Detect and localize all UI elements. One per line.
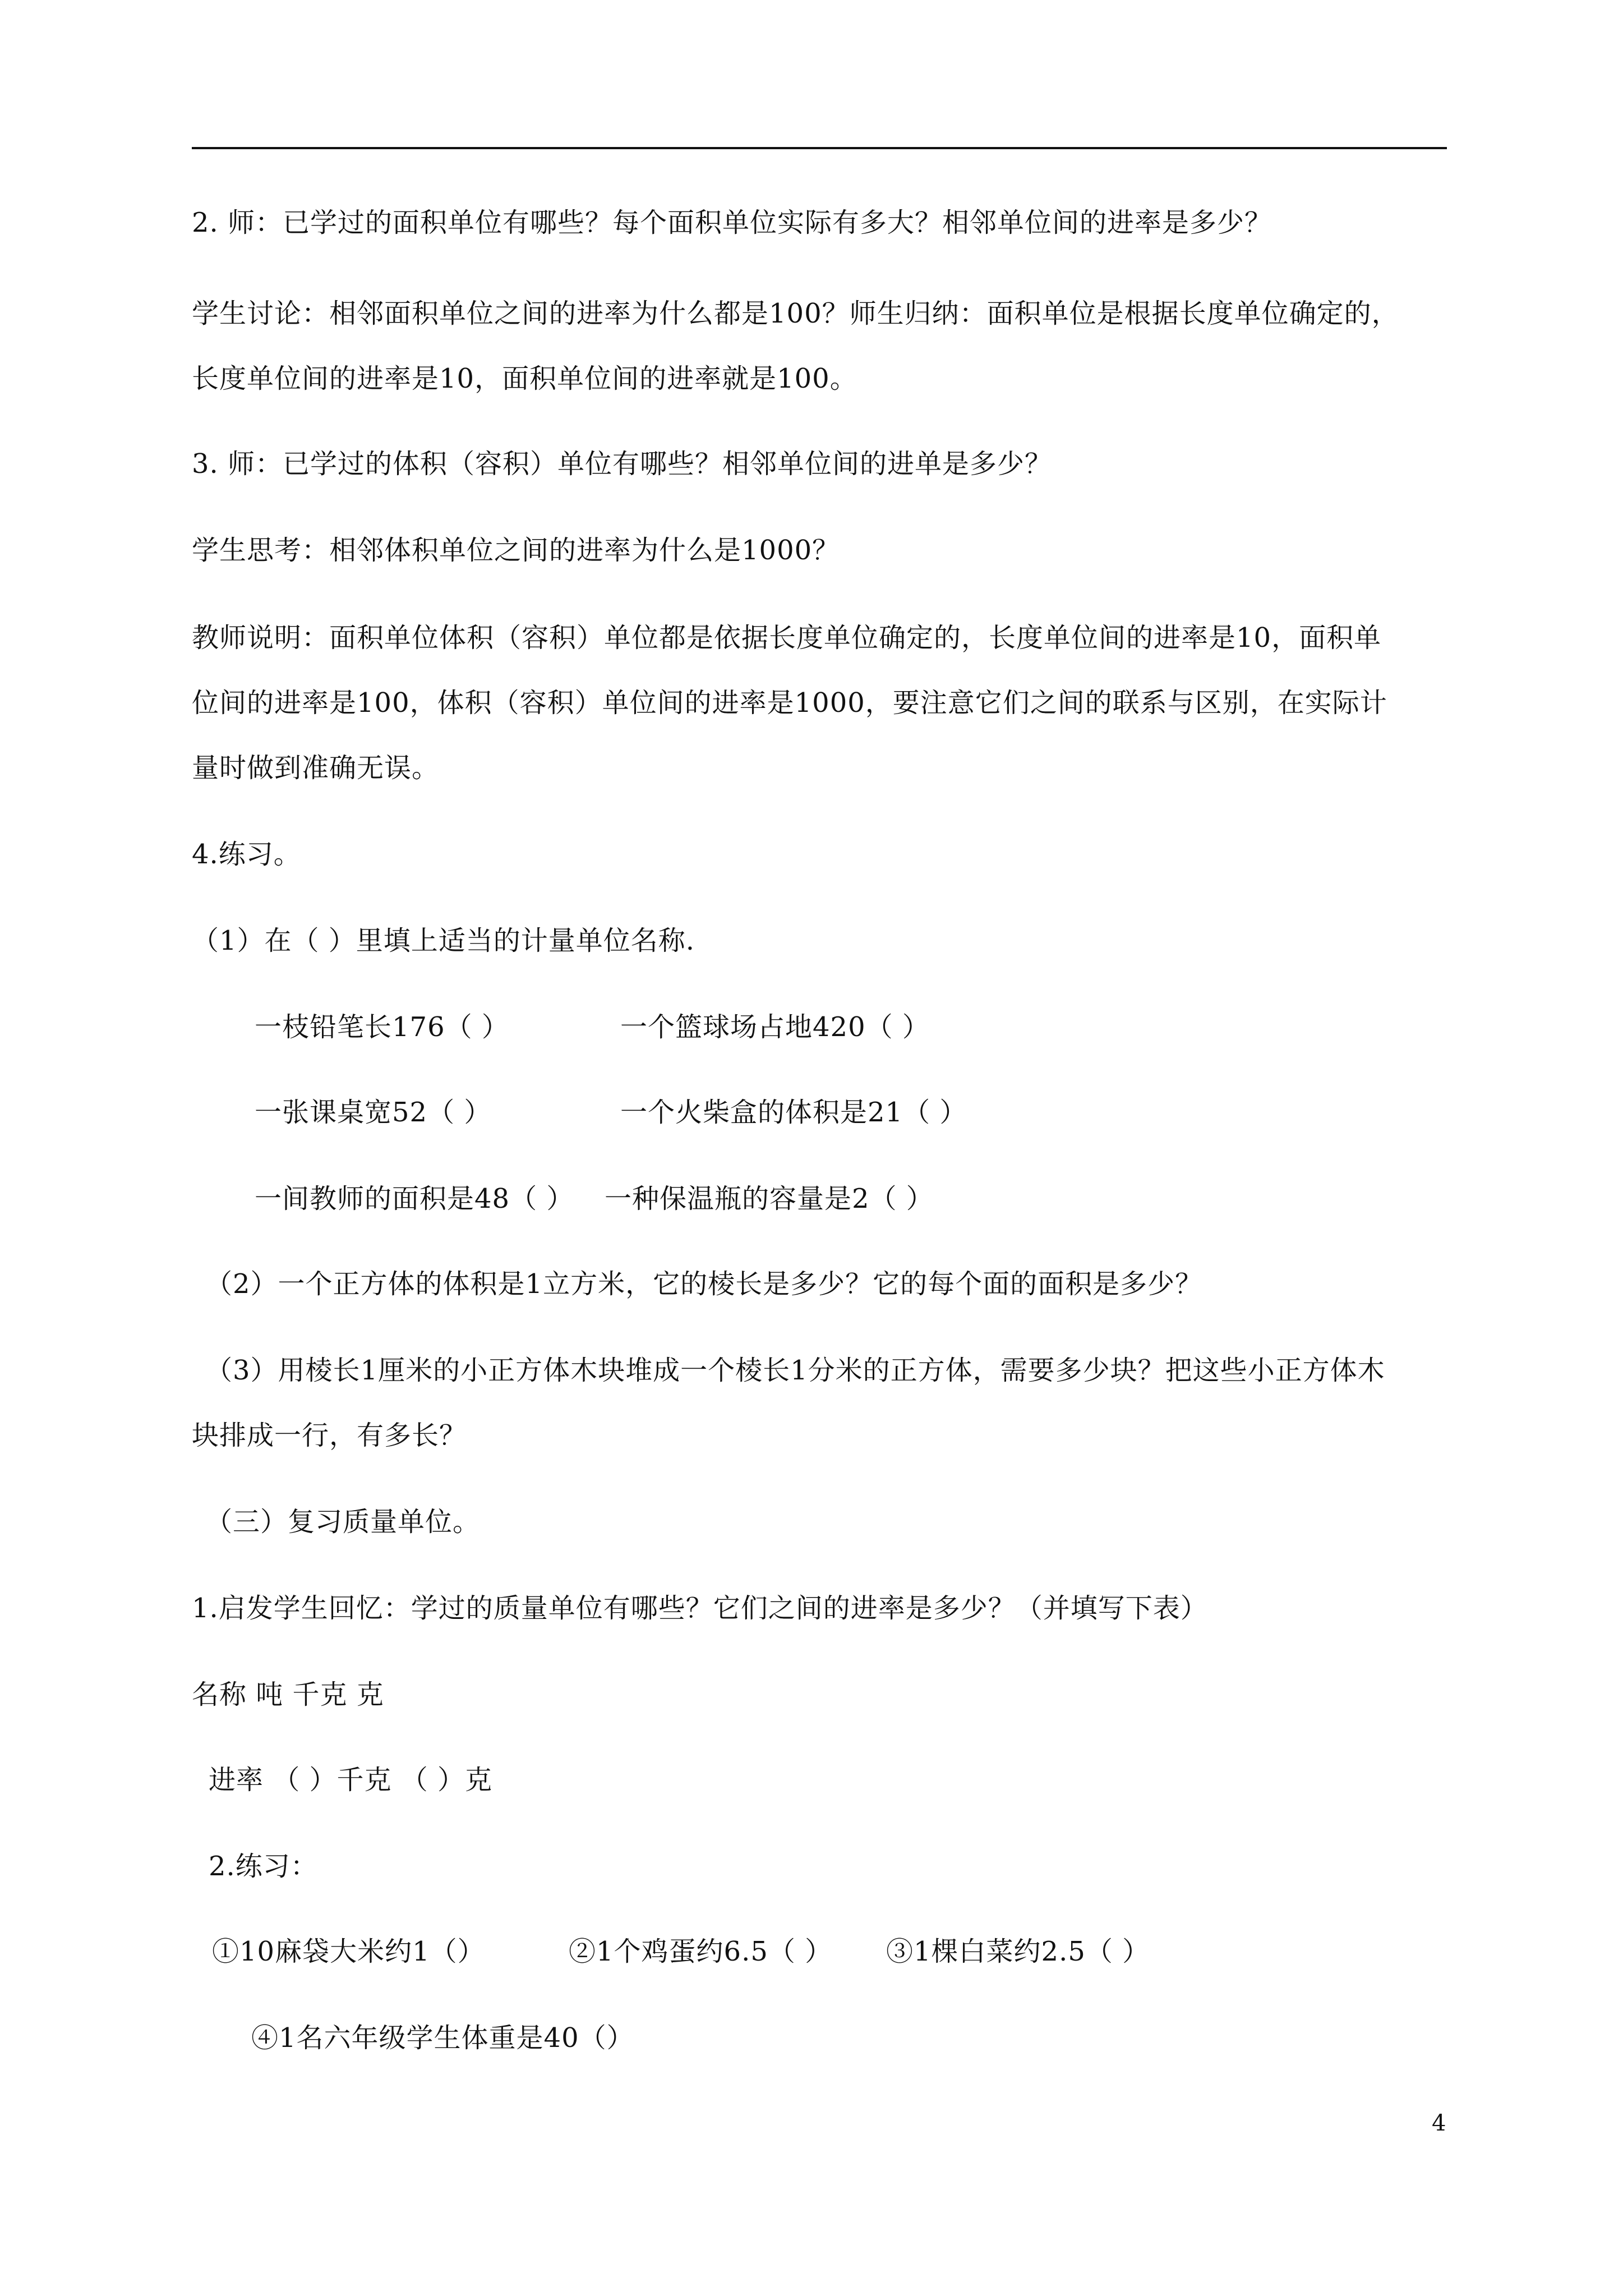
- practice-2-heading: 2.练习：: [209, 1851, 318, 1882]
- exercise-2: （2）一个正方体的体积是1立方米，它的棱长是多少？它的每个面的面积是多少？: [205, 1268, 1203, 1300]
- header-rule: [192, 147, 1447, 149]
- paragraph-discussion-line1: 学生讨论：相邻面积单位之间的进率为什么都是100？师生归纳：面积单位是根据长度单位确定的，: [192, 298, 1399, 329]
- paragraph-explanation-line3: 量时做到准确无误。: [192, 752, 440, 784]
- exercise-1-item-matchbox: 一个火柴盒的体积是21（ ）: [620, 1097, 967, 1128]
- section-mass-units-heading: （三）复习质量单位。: [205, 1506, 481, 1538]
- paragraph-q2: 2. 师：已学过的面积单位有哪些？每个面积单位实际有多大？相邻单位间的进率是多少？: [192, 207, 1272, 238]
- exercise-1-item-pencil: 一枝铅笔长176（ ）: [255, 1011, 509, 1043]
- exercise-3-line1: （3）用棱长1厘米的小正方体木块堆成一个棱长1分米的正方体，需要多少块？把这些小正方体木: [205, 1355, 1385, 1386]
- practice-item-cabbage: ③1棵白菜约2.5（ ）: [886, 1936, 1150, 1967]
- recall-prompt: 1.启发学生回忆：学过的质量单位有哪些？它们之间的进率是多少？（并填写下表）: [192, 1593, 1208, 1624]
- exercise-1-item-desk: 一张课桌宽52（ ）: [255, 1097, 492, 1128]
- practice-item-rice: ①10麻袋大米约1（）: [212, 1936, 485, 1967]
- table-row-names: 名称 吨 千克 克: [192, 1679, 384, 1710]
- paragraph-explanation-line1: 教师说明：面积单位体积（容积）单位都是依据长度单位确定的，长度单位间的进率是10，面积单: [192, 622, 1382, 654]
- table-row-rates: 进率 （ ）千克 （ ）克: [209, 1764, 493, 1796]
- exercise-1-item-classroom: 一间教师的面积是48（ ）: [255, 1183, 574, 1214]
- page-number: 4: [1432, 2110, 1446, 2136]
- exercise-1-item-basketball-court: 一个篮球场占地420（ ）: [620, 1011, 930, 1043]
- practice-item-student-weight: ④1名六年级学生体重是40（）: [251, 2022, 634, 2054]
- paragraph-q3: 3. 师：已学过的体积（容积）单位有哪些？相邻单位间的进单是多少？: [192, 448, 1053, 480]
- paragraph-discussion-line2: 长度单位间的进率是10，面积单位间的进率就是100。: [192, 363, 857, 394]
- practice-item-egg: ②1个鸡蛋约6.5（ ）: [569, 1936, 833, 1967]
- exercise-1-item-thermos: 一种保温瓶的容量是2（ ）: [605, 1183, 934, 1214]
- exercise-3-line2: 块排成一行，有多长？: [192, 1420, 467, 1451]
- paragraph-explanation-line2: 位间的进率是100，体积（容积）单位间的进率是1000，要注意它们之间的联系与区别，在实际计: [192, 687, 1387, 719]
- paragraph-thinking: 学生思考：相邻体积单位之间的进率为什么是1000？: [192, 535, 840, 566]
- section-practice-heading: 4.练习。: [192, 839, 301, 870]
- exercise-1-prompt: （1）在（ ）里填上适当的计量单位名称.: [192, 925, 695, 956]
